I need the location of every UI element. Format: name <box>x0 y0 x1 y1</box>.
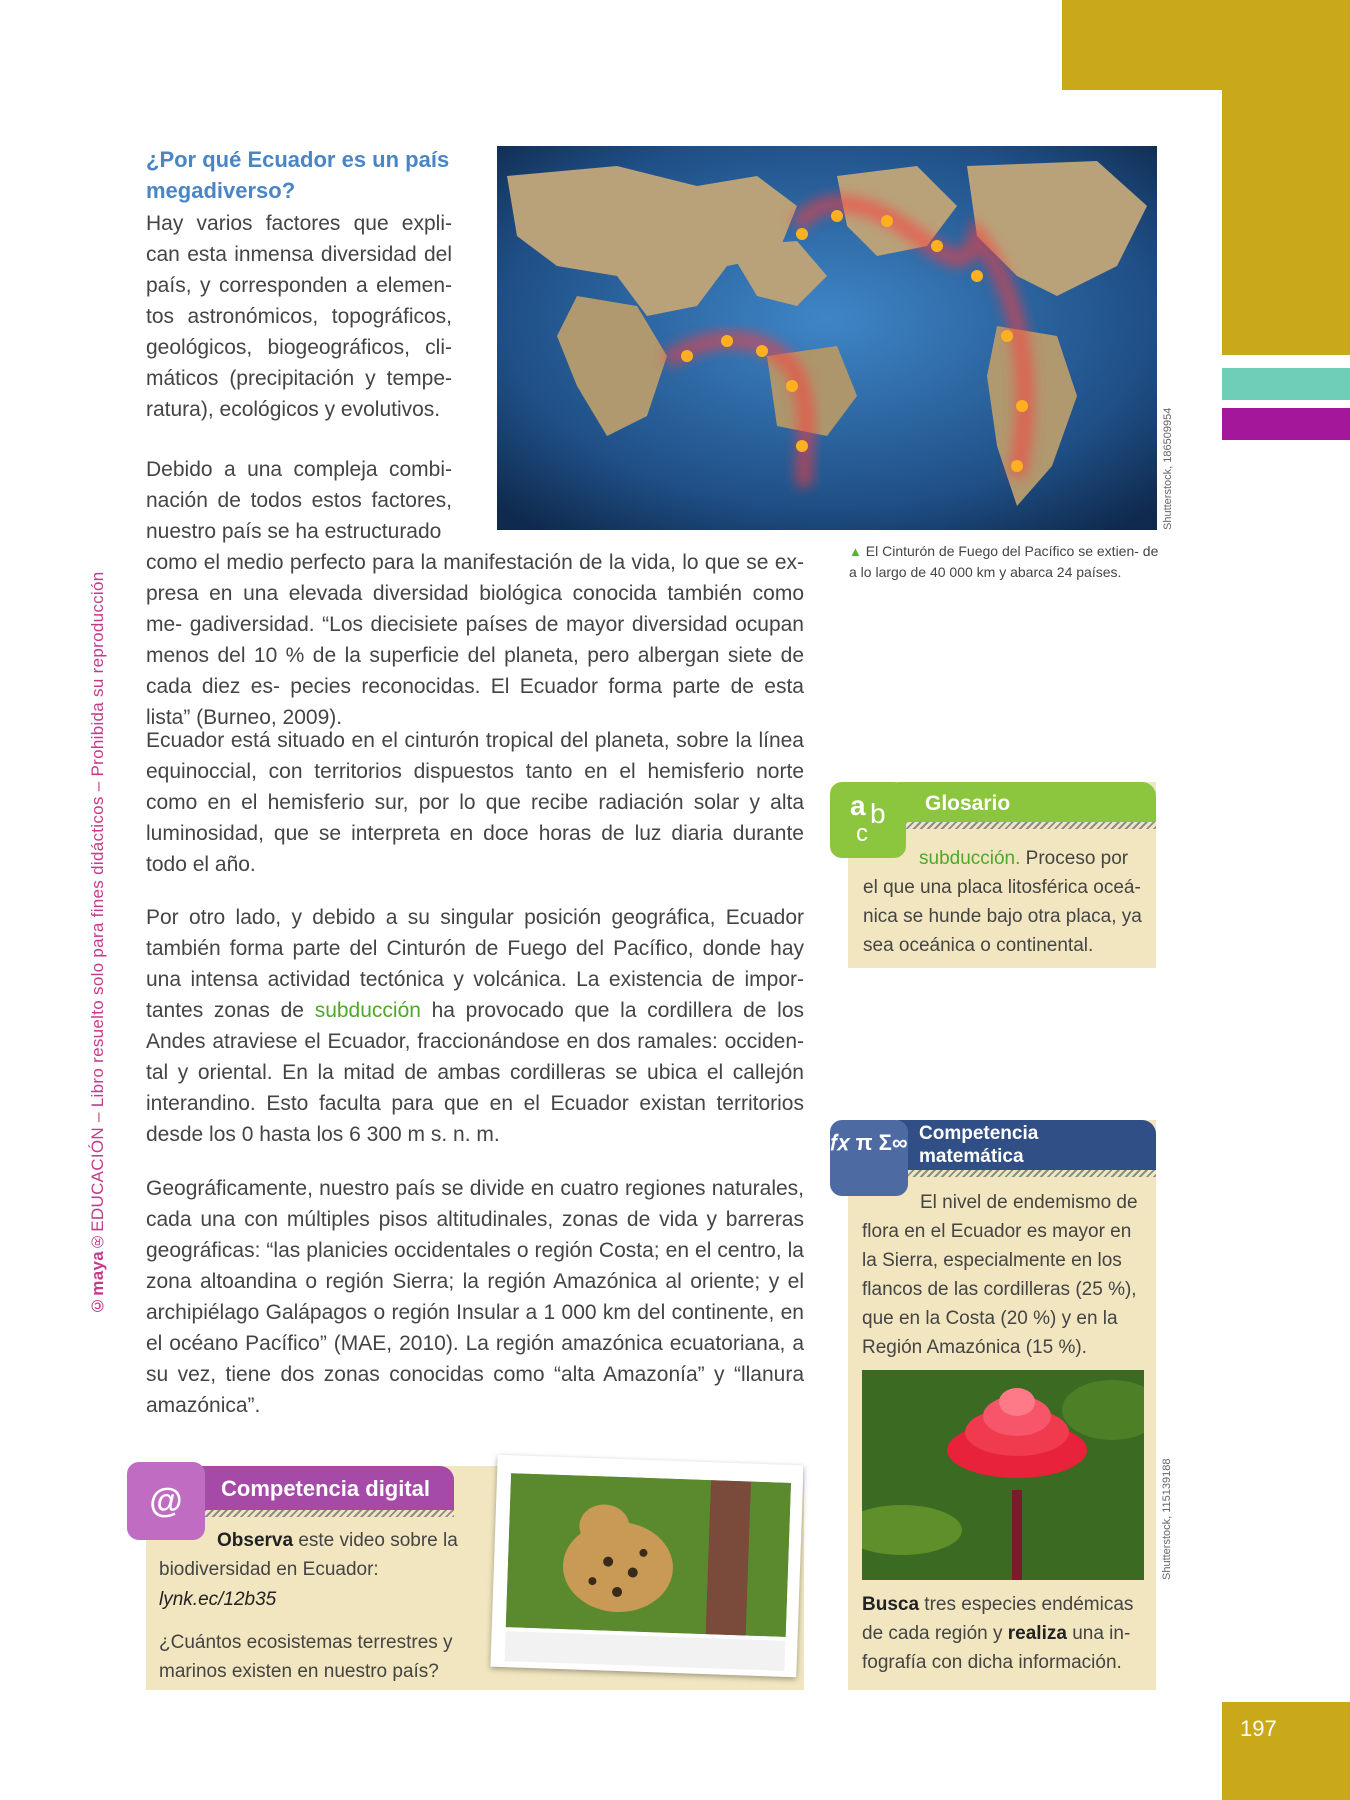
ocelot-illustration <box>506 1473 791 1637</box>
at-sign-icon: @ <box>127 1462 205 1540</box>
glossary-definition-text: Proceso por el que una placa litosférica oceá- nica se hunde bajo otra placa, ya sea oceánica o continental. <box>863 848 1142 956</box>
digital-observe-rest: este video sobre la biodiversidad en Ecuador: <box>159 1530 458 1580</box>
math-task <box>862 1590 1146 1677</box>
math-competence-title <box>919 1122 1038 1168</box>
magenta-stripe <box>1222 408 1350 440</box>
task-verb-busca: Busca <box>862 1594 920 1615</box>
glossary-title: Glosario <box>925 792 1011 815</box>
right-color-band <box>1222 90 1350 355</box>
glossary-term: subducción. <box>919 848 1021 869</box>
paragraph-ring-of-fire-text-b: ha provocado que la cordillera de los Andes atraviese el Ecuador, fraccionándose en dos ramales: occiden- tal y oriental. En la mitad de ambas cordilleras se ubica el callejón interandino. Esto faculta para que en el Ecuador existan territorios desde los 0 hasta los 6 300 m s. n. m. <box>146 999 804 1146</box>
brand-name: ©maya <box>88 1251 107 1315</box>
video-player-frame <box>506 1473 791 1637</box>
flower-photo-credit: Shutterstock, 115139188 <box>1161 1458 1173 1580</box>
section-title <box>146 144 476 206</box>
paragraph-combination-b: como el medio perfecto para la manifestación de la vida, lo que se ex- presa en una elevada diversidad biológica conocida también como me- gadiversidad. “Los diecisiete países de mayor diversidad ocupan menos del 10 % de la superficie del planeta, pero albergan siete de cada diez es- pecies reconocidas. El Ecuador forma parte de esta lista” (Burneo, 2009). <box>146 551 804 729</box>
page-number: 197 <box>1240 1716 1277 1741</box>
teal-stripe <box>1222 368 1350 400</box>
section-title-line2: megadiverso? <box>146 178 296 203</box>
math-task-text-a: tres especies endémicas de cada región y <box>862 1594 1134 1644</box>
digital-competence-title: Competencia digital <box>221 1476 431 1501</box>
video-screenshot[interactable] <box>490 1455 803 1678</box>
copyright-text: ®EDUCACIÓN – Libro resuelto solo para fines didácticos – Prohibida su reproducción <box>88 571 107 1252</box>
section-title-line1: ¿Por qué Ecuador es un país <box>146 147 450 172</box>
digital-header-hatch <box>190 1510 454 1517</box>
glossary-icon-letter-c: c <box>856 820 868 847</box>
paragraph-intro: Hay varios factores que expli- can esta inmensa diversidad del país, y corresponden a elemen- tos astronómicos, topográficos, geológicos, biogeográficos, cli- máticos (precipitación y tempe- ratura), ecológicos y evolutivos. <box>146 212 452 421</box>
red-flower-photo <box>862 1370 1144 1580</box>
math-symbols-icon: 𝑓𝑥 π Σ∞ <box>830 1120 908 1196</box>
paragraph-ring-of-fire <box>146 902 804 1150</box>
paragraph-combination-a: Debido a una compleja combi- nación de todos estos factores, nuestro país se ha estructurado <box>146 458 452 543</box>
glossary-icon-letter-a: a <box>850 790 866 821</box>
glossary-header-hatch <box>898 822 1156 829</box>
copyright-side-note <box>88 485 108 1315</box>
paragraph-tropical-belt: Ecuador está situado en el cinturón tropical del planeta, sobre la línea equinoccial, con territorios dispuestos tanto en el hemisferio norte como en el hemisferio sur, por lo que recibe radiación solar y alta luminosidad, que se interpreta en doce horas de luz diaria durante todo el año. <box>146 729 804 876</box>
math-title-line2: matemática <box>919 1146 1024 1167</box>
world-map-illustration <box>497 146 1157 530</box>
math-task-text-b: una in- fografía con dicha información. <box>862 1623 1131 1673</box>
glossary-definition <box>863 844 1147 960</box>
ring-of-fire-map <box>497 146 1157 530</box>
paragraph-regions: Geográficamente, nuestro país se divide en cuatro regiones naturales, cada una con múltiples pisos altitudinales, zonas de vida y barreras geográficas: “las planicies occidentales o región Costa; en el centro, la zona altoandina o región Sierra; la región Amazónica al oriente; y el archipiélago Galápagos o región Insular a 1 000 km del continente, en el océano Pacífico” (MAE, 2010). La región amazónica ecuatoriana, a su vez, tiene dos zonas conocidas como “alta Amazonía” y “llanura amazónica”. <box>146 1177 804 1417</box>
math-competence-text: El nivel de endemismo de flora en el Ecuador es mayor en la Sierra, especialmente en los flancos de las cordilleras (25 %), que en la Costa (20 %) y en la Región Amazónica (15 %). <box>862 1192 1138 1358</box>
glossary-icon-letter-b: b <box>870 798 886 829</box>
video-info-bar <box>505 1631 786 1671</box>
map-photo-credit: Shutterstock, 186509954 <box>1162 407 1174 530</box>
map-caption-text: El Cinturón de Fuego del Pacífico se extien- de a lo largo de 40 000 km y abarca 24 países. <box>849 543 1159 580</box>
top-right-color-band <box>1062 0 1350 90</box>
paragraph-ring-of-fire-text-a: Por otro lado, y debido a su singular posición geográfica, Ecuador también forma parte del Cinturón de Fuego del Pacífico, donde hay una intensa actividad tectónica y volcánica. La existencia de impor- tantes zonas de <box>146 906 804 1022</box>
caption-triangle-icon: ▲ <box>849 544 862 559</box>
digital-observe-text <box>159 1526 459 1584</box>
math-header-hatch <box>898 1170 1156 1177</box>
observe-verb: Observa <box>217 1530 294 1551</box>
task-verb-realiza: realiza <box>1007 1623 1067 1644</box>
flower-illustration <box>862 1370 1144 1580</box>
digital-question: ¿Cuántos ecosistemas terrestres y marinos existen en nuestro país? <box>159 1632 453 1682</box>
map-caption <box>849 541 1159 583</box>
subduction-keyword: subducción <box>314 999 421 1022</box>
math-title-line1: Competencia <box>919 1123 1039 1144</box>
video-link[interactable]: lynk.ec/12b35 <box>159 1589 277 1610</box>
